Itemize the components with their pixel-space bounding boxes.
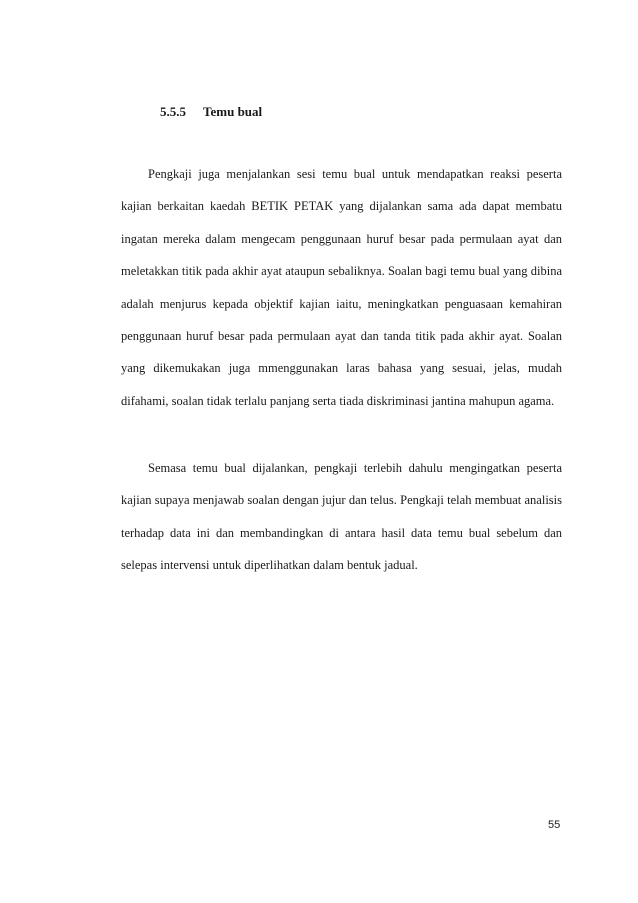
page-number: 55: [548, 819, 561, 831]
paragraph-text: Semasa temu bual dijalankan, pengkaji terlebih dahulu mengingatkan peserta kajian supaya menjawab soalan dengan jujur dan telus. Pengkaji telah membuat analisis terhadap data ini dan membandingkan di antara hasil data temu bual sebelum dan selepas intervensi untuk diperlihatkan dalam bentuk jadual.: [121, 461, 562, 573]
paragraph-interview-purpose: [121, 158, 562, 417]
paragraph-interview-procedure: [121, 452, 562, 582]
paragraph-text: Pengkaji juga menjalankan sesi temu bual untuk mendapatkan reaksi peserta kajian berkaitan kaedah BETIK PETAK yang dijalankan sama ada dapat membatu ingatan mereka dalam mengecam penggunaan huruf besar pada permulaan ayat dan meletakkan titik pada akhir ayat ataupun sebaliknya. Soalan bagi temu bual yang dibina adalah menjurus kepada objektif kajian iaitu, meningkatkan penguasaan kemahiran penggunaan huruf besar pada permulaan ayat dan tanda titik pada akhir ayat. Soalan yang dikemukakan juga mmenggunakan laras bahasa yang sesuai, jelas, mudah difahami, soalan tidak terlalu panjang serta tiada diskriminasi jantina mahupun agama.: [121, 167, 562, 408]
section-number: 5.5.5: [160, 104, 186, 119]
section-heading: [160, 104, 262, 120]
section-title: Temu bual: [203, 104, 263, 119]
